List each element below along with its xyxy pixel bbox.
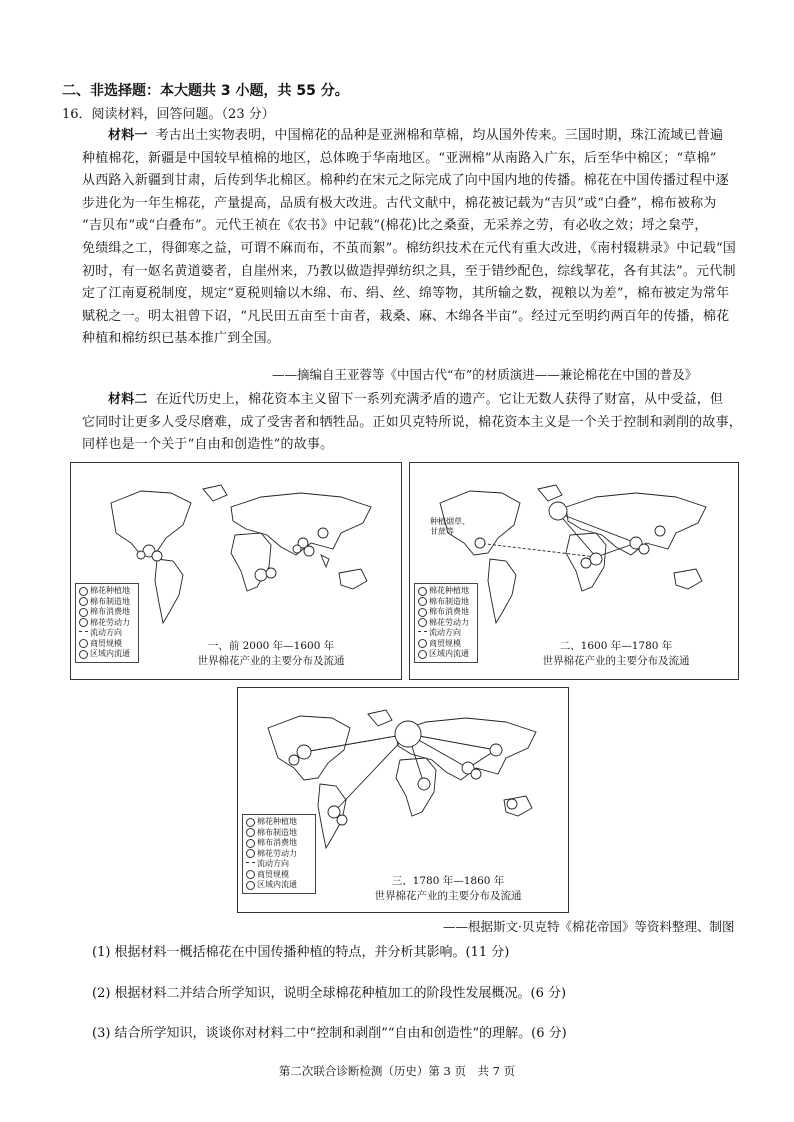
trade-scale-icon: [79, 639, 88, 648]
material1-line: 从西路入新疆到甘肃，后传到华北棉区。棉种约在宋元之际完成了向中国内地的传播。棉花在中国传播过程中逐: [82, 173, 729, 189]
map-1: [70, 462, 402, 680]
legend-cloth-making: 棉布制造地: [246, 828, 312, 839]
material1-line: 步进化为一年生棉花，产量提高，品质有极大改进。古代文献中，棉花被记载为“吉贝”或“白叠”，棉布被称为: [82, 195, 717, 211]
legend-cloth-consume: 棉布消费地: [246, 838, 312, 849]
legend-cotton-field: 棉花种植地: [79, 586, 135, 597]
material2-label: 材料二: [108, 392, 148, 407]
map-2-annotation: 种植烟草、 甘蔗等: [430, 517, 470, 536]
map-3-caption: 三、1780 年—1860 年 世界棉花产业的主要分布及流通: [374, 875, 522, 902]
material2-source: ——根据斯文·贝克特《棉花帝国》等资料整理、制图: [443, 919, 735, 934]
legend-cloth-consume: 棉布消费地: [418, 607, 474, 618]
sub-question-3: (3) 结合所学知识，谈谈你对材料二中“控制和剥削”“自由和创造性”的理解。(6 分): [92, 1026, 567, 1041]
map-2-caption: 二、1600 年—1780 年 世界棉花产业的主要分布及流通: [542, 640, 690, 667]
legend-cloth-making: 棉布制造地: [79, 597, 135, 608]
legend-labor: 棉花劳动力: [79, 618, 135, 629]
factory-icon: [79, 597, 88, 606]
map-1-legend: [75, 583, 139, 663]
cotton-plant-icon: [79, 587, 88, 596]
regional-flow-icon: [246, 881, 255, 890]
legend-labor: 棉花劳动力: [246, 849, 312, 860]
legend-flow: 流动方向: [418, 628, 474, 639]
question-number-line: 16．阅读材料，回答问题。（23 分）: [62, 107, 275, 122]
factory-icon: [418, 597, 427, 606]
legend-trade: 商贸规模: [246, 870, 312, 881]
legend-cloth-making: 棉布制造地: [418, 597, 474, 608]
material1-paragraph: [82, 125, 742, 351]
cotton-plant-icon: [418, 587, 427, 596]
material1-line: 材料一 考古出土实物表明，中国棉花的品种是亚洲棉和草棉，均从国外传来。三国时期，珠江流域已普遍: [108, 128, 724, 143]
consumer-icon: [246, 839, 255, 848]
flow-arrow-icon: [418, 631, 427, 635]
sub-question-2: (2) 根据材料二并结合所学知识，说明全球棉花种植加工的阶段性发展概况。(6 分): [92, 986, 567, 1001]
sub-question-1: (1) 根据材料一概括棉花在中国传播种植的特点，并分析其影响。(11 分): [92, 945, 510, 960]
trade-scale-icon: [246, 870, 255, 879]
consumer-icon: [79, 608, 88, 617]
legend-cloth-consume: 棉布消费地: [79, 607, 135, 618]
regional-flow-icon: [418, 650, 427, 659]
material2-line: 同样也是一个关于“自由和创造性”的故事。: [82, 437, 334, 453]
section-title: 二、非选择题：本大题共 3 小题，共 55 分。: [62, 83, 349, 99]
map-3: [237, 687, 569, 913]
flow-arrow-icon: [246, 862, 255, 866]
legend-cotton-field: 棉花种植地: [246, 817, 312, 828]
legend-flow: 流动方向: [246, 859, 312, 870]
factory-icon: [246, 828, 255, 837]
map-3-legend: [242, 814, 316, 894]
material2-paragraph: [82, 389, 742, 457]
material1-line: 种植和棉纺织已基本推广到全国。: [82, 331, 281, 347]
material1-line: 种植棉花，新疆是中国较早植棉的地区，总体晚于华南地区。“亚洲棉”从南路入广东，后至华中棉区；“草棉”: [82, 150, 717, 166]
material1-line: 免绩缉之工，得御寒之益，可谓不麻而布，不茧而絮”。棉纺织技术在元代有重大改进，《南村辍耕录》中记载“国: [82, 240, 736, 256]
page-footer: 第二次联合诊断检测（历史）第 3 页 共 7 页: [278, 1064, 516, 1078]
worker-icon: [418, 618, 427, 627]
material2-line: 它同时让更多人受尽磨难，成了受害者和牺牲品。正如贝克特所说，棉花资本主义是一个关于控制和剥削的故事，: [82, 414, 742, 430]
worker-icon: [79, 618, 88, 627]
legend-regional: 区域内流通: [79, 649, 135, 660]
map-2-legend: [414, 583, 478, 663]
legend-regional: 区域内流通: [418, 649, 474, 660]
legend-trade: 商贸规模: [79, 639, 135, 650]
legend-cotton-field: 棉花种植地: [418, 586, 474, 597]
legend-flow: 流动方向: [79, 628, 135, 639]
map-2: [409, 462, 739, 680]
material1-line: 初时，有一妪名黄道婆者，自崖州来，乃教以做造捍弹纺织之具，至于错纱配色，综线挈花，各有其法”。元代制: [82, 263, 736, 279]
material1-line: 定了江南夏税制度，规定“夏税则输以木绵、布、绢、丝、绵等物，其所输之数，视粮以为差”，棉布被定为常年: [82, 286, 730, 302]
cotton-plant-icon: [246, 818, 255, 827]
material1-label: 材料一: [108, 128, 148, 143]
material1-source: ——摘编自王亚蓉等《中国古代“布”的材质演进——兼论棉花在中国的普及》: [272, 367, 698, 382]
map-1-caption: 一、前 2000 年—1600 年 世界棉花产业的主要分布及流通: [197, 640, 345, 667]
legend-labor: 棉花劳动力: [418, 618, 474, 629]
trade-scale-icon: [418, 639, 427, 648]
regional-flow-icon: [79, 650, 88, 659]
flow-arrow-icon: [79, 631, 88, 635]
material1-line: 赋税之一。明太祖曾下诏，“凡民田五亩至十亩者，栽桑、麻、木绵各半亩”。经过元至明约两百年的传播，棉花: [82, 308, 730, 324]
material2-line: 材料二 在近代历史上，棉花资本主义留下一系列充满矛盾的遗产。它让无数人获得了财富，从中受益，但: [108, 392, 724, 407]
legend-trade: 商贸规模: [418, 639, 474, 650]
worker-icon: [246, 849, 255, 858]
legend-regional: 区域内流通: [246, 880, 312, 891]
material1-line: “吉贝布”或“白叠布”。元代王祯在《农书》中记载“(棉花)比之桑蚕，无采养之劳，有必收之效；埒之枲苧，: [82, 218, 708, 234]
consumer-icon: [418, 608, 427, 617]
